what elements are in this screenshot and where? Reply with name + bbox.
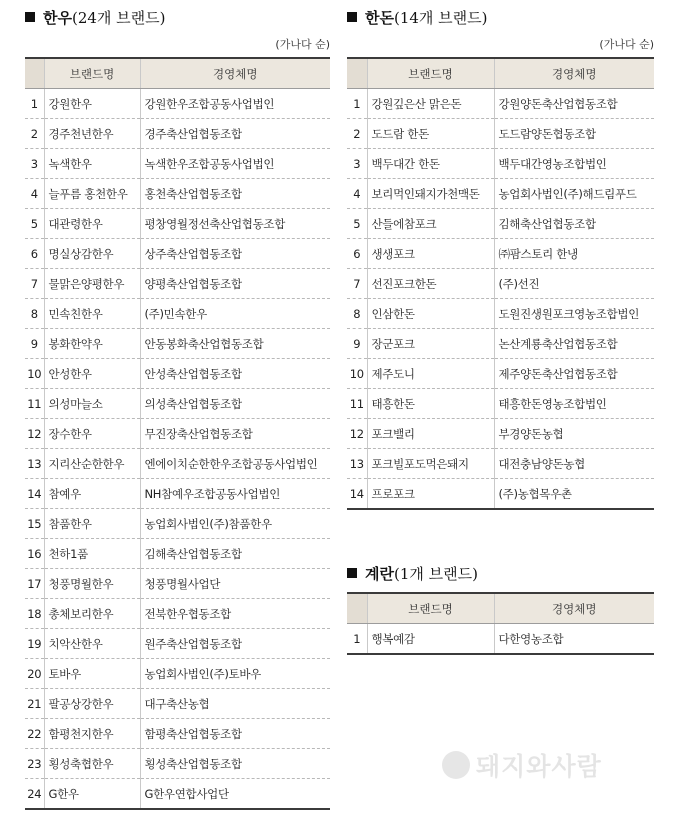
brand-name-cell: 치악산한우 — [44, 629, 140, 659]
egg-table — [347, 592, 654, 655]
brand-name-cell: 경주천년한우 — [44, 119, 140, 149]
organization-cell: 안동봉화축산업협동조합 — [140, 329, 330, 359]
square-bullet-icon — [347, 12, 357, 22]
table-row — [347, 479, 654, 510]
organization-cell: 농업회사법인(주)해드림푸드 — [494, 179, 654, 209]
brand-name-cell: 보리먹인돼지가천맥돈 — [367, 179, 494, 209]
organization-cell: 청풍명월사업단 — [140, 569, 330, 599]
row-number: 18 — [25, 599, 44, 629]
table-row — [25, 89, 330, 119]
row-number: 8 — [25, 299, 44, 329]
brand-name-cell: 팔공상강한우 — [44, 689, 140, 719]
brand-name-cell: 장수한우 — [44, 419, 140, 449]
brand-name-cell: 선진포크한돈 — [367, 269, 494, 299]
brand-name-cell: 의성마늘소 — [44, 389, 140, 419]
row-number: 7 — [347, 269, 367, 299]
table-row — [25, 389, 330, 419]
organization-cell: 의성축산업협동조합 — [140, 389, 330, 419]
brand-name-cell: G한우 — [44, 779, 140, 810]
organization-cell: 안성축산업협동조합 — [140, 359, 330, 389]
header-brand: 브랜드명 — [367, 593, 494, 624]
row-number: 9 — [25, 329, 44, 359]
hanwoo-title: 한우 (24개 브랜드) — [25, 7, 330, 27]
handon-title: 한돈 (14개 브랜드) — [347, 7, 654, 27]
row-number: 11 — [347, 389, 367, 419]
table-row — [347, 179, 654, 209]
organization-cell: 함평축산업협동조합 — [140, 719, 330, 749]
table-row — [25, 209, 330, 239]
egg-section — [347, 563, 654, 655]
row-number: 13 — [25, 449, 44, 479]
table-row — [25, 569, 330, 599]
table-row — [25, 539, 330, 569]
brand-name-cell: 포크밸리 — [367, 419, 494, 449]
organization-cell: 부경양돈농협 — [494, 419, 654, 449]
row-number: 23 — [25, 749, 44, 779]
organization-cell: 경주축산업협동조합 — [140, 119, 330, 149]
row-number: 19 — [25, 629, 44, 659]
square-bullet-icon — [347, 568, 357, 578]
row-number: 22 — [25, 719, 44, 749]
table-row — [25, 179, 330, 209]
brand-name-cell: 태흥한돈 — [367, 389, 494, 419]
table-row — [25, 359, 330, 389]
organization-cell: 김해축산업협동조합 — [140, 539, 330, 569]
row-number: 21 — [25, 689, 44, 719]
brand-name-cell: 물맑은양평한우 — [44, 269, 140, 299]
hanwoo-table — [25, 57, 330, 810]
brand-name-cell: 천하1품 — [44, 539, 140, 569]
table-row — [25, 479, 330, 509]
brand-name-cell: 참품한우 — [44, 509, 140, 539]
row-number: 6 — [25, 239, 44, 269]
organization-cell: 홍천축산업협동조합 — [140, 179, 330, 209]
table-row — [347, 239, 654, 269]
header-number — [347, 58, 367, 89]
brand-name-cell: 인삼한돈 — [367, 299, 494, 329]
organization-cell: 백두대간영농조합법인 — [494, 149, 654, 179]
row-number: 4 — [25, 179, 44, 209]
table-row — [25, 269, 330, 299]
organization-cell: 농업회사법인(주)참품한우 — [140, 509, 330, 539]
organization-cell: (주)농협목우촌 — [494, 479, 654, 510]
table-row — [25, 239, 330, 269]
brand-name-cell: 제주도니 — [367, 359, 494, 389]
table-row — [25, 299, 330, 329]
row-number: 1 — [347, 624, 367, 655]
row-number: 2 — [25, 119, 44, 149]
handon-table — [347, 57, 654, 510]
row-number: 11 — [25, 389, 44, 419]
watermark — [442, 745, 642, 785]
row-number: 5 — [25, 209, 44, 239]
row-number: 12 — [25, 419, 44, 449]
organization-cell: 대구축산농협 — [140, 689, 330, 719]
brand-name-cell: 장군포크 — [367, 329, 494, 359]
brand-name-cell: 녹색한우 — [44, 149, 140, 179]
table-row — [25, 719, 330, 749]
brand-name-cell: 산들에참포크 — [367, 209, 494, 239]
table-row — [25, 599, 330, 629]
row-number: 1 — [25, 89, 44, 119]
organization-cell: 농업회사법인(주)토바우 — [140, 659, 330, 689]
square-bullet-icon — [25, 12, 35, 22]
header-organization: 경영체명 — [494, 593, 654, 624]
table-row — [347, 329, 654, 359]
table-row — [347, 299, 654, 329]
header-number — [25, 58, 44, 89]
brand-name-cell: 참예우 — [44, 479, 140, 509]
organization-cell: NH참예우조합공동사업법인 — [140, 479, 330, 509]
brand-name-cell: 횡성축협한우 — [44, 749, 140, 779]
row-number: 16 — [25, 539, 44, 569]
table-row — [25, 329, 330, 359]
brand-name-cell: 총체보리한우 — [44, 599, 140, 629]
table-row — [25, 119, 330, 149]
brand-name-cell: 백두대간 한돈 — [367, 149, 494, 179]
table-row — [25, 689, 330, 719]
table-row — [347, 269, 654, 299]
organization-cell: (주)선진 — [494, 269, 654, 299]
header-brand: 브랜드명 — [44, 58, 140, 89]
brand-name-cell: 포크빌포도먹은돼지 — [367, 449, 494, 479]
hanwoo-section — [25, 7, 330, 810]
organization-cell: 도원진생원포크영농조합법인 — [494, 299, 654, 329]
row-number: 10 — [347, 359, 367, 389]
organization-cell: (주)민속한우 — [140, 299, 330, 329]
row-number: 13 — [347, 449, 367, 479]
header-brand: 브랜드명 — [367, 58, 494, 89]
row-number: 5 — [347, 209, 367, 239]
table-row — [25, 659, 330, 689]
row-number: 15 — [25, 509, 44, 539]
organization-cell: 논산계룡축산업협동조합 — [494, 329, 654, 359]
row-number: 3 — [25, 149, 44, 179]
table-row — [347, 449, 654, 479]
table-row — [347, 359, 654, 389]
row-number: 14 — [347, 479, 367, 510]
brand-name-cell: 대관령한우 — [44, 209, 140, 239]
row-number: 6 — [347, 239, 367, 269]
row-number: 17 — [25, 569, 44, 599]
row-number: 2 — [347, 119, 367, 149]
organization-cell: 대전충남양돈농협 — [494, 449, 654, 479]
organization-cell: 양평축산업협동조합 — [140, 269, 330, 299]
organization-cell: 전북한우협동조합 — [140, 599, 330, 629]
organization-cell: 원주축산업협동조합 — [140, 629, 330, 659]
sort-note: (가나다 순) — [275, 38, 330, 51]
row-number: 14 — [25, 479, 44, 509]
brand-name-cell: 명실상감한우 — [44, 239, 140, 269]
brand-name-cell: 청풍명월한우 — [44, 569, 140, 599]
brand-name-cell: 안성한우 — [44, 359, 140, 389]
organization-cell: 다한영농조합 — [494, 624, 654, 655]
row-number: 4 — [347, 179, 367, 209]
row-number: 12 — [347, 419, 367, 449]
brand-name-cell: 늘푸름 홍천한우 — [44, 179, 140, 209]
row-number: 20 — [25, 659, 44, 689]
organization-cell: 상주축산업협동조합 — [140, 239, 330, 269]
brand-name-cell: 민속친한우 — [44, 299, 140, 329]
row-number: 1 — [347, 89, 367, 119]
organization-cell: 횡성축산업협동조합 — [140, 749, 330, 779]
watermark-text: 돼지와사람 — [476, 752, 602, 781]
organization-cell: 무진장축산업협동조합 — [140, 419, 330, 449]
egg-title: 계란 (1개 브랜드) — [347, 563, 654, 583]
header-number — [347, 593, 367, 624]
sort-note: (가나다 순) — [599, 38, 654, 51]
row-number: 8 — [347, 299, 367, 329]
header-organization: 경영체명 — [140, 58, 330, 89]
row-number: 10 — [25, 359, 44, 389]
table-row — [25, 419, 330, 449]
brand-name-cell: 프로포크 — [367, 479, 494, 510]
organization-cell: 강원양돈축산업협동조합 — [494, 89, 654, 119]
brand-name-cell: 토바우 — [44, 659, 140, 689]
organization-cell: G한우연합사업단 — [140, 779, 330, 810]
row-number: 7 — [25, 269, 44, 299]
table-row — [25, 449, 330, 479]
brand-name-cell: 도드람 한돈 — [367, 119, 494, 149]
table-row — [347, 389, 654, 419]
organization-cell: 김해축산업협동조합 — [494, 209, 654, 239]
table-row — [25, 629, 330, 659]
brand-name-cell: 강원한우 — [44, 89, 140, 119]
organization-cell: 강원한우조합공동사업법인 — [140, 89, 330, 119]
brand-name-cell: 강원깊은산 맑은돈 — [367, 89, 494, 119]
organization-cell: 제주양돈축산업협동조합 — [494, 359, 654, 389]
handon-section — [347, 7, 654, 510]
table-row — [25, 149, 330, 179]
table-row — [25, 509, 330, 539]
brand-name-cell: 봉화한약우 — [44, 329, 140, 359]
table-row — [347, 119, 654, 149]
table-row — [347, 89, 654, 119]
table-row — [347, 624, 654, 655]
brand-name-cell: 행복예감 — [367, 624, 494, 655]
table-row — [347, 419, 654, 449]
organization-cell: ㈜팜스토리 한냉 — [494, 239, 654, 269]
organization-cell: 태흥한돈영농조합법인 — [494, 389, 654, 419]
brand-name-cell: 생생포크 — [367, 239, 494, 269]
pig-logo-icon — [442, 751, 470, 779]
brand-name-cell: 함평천지한우 — [44, 719, 140, 749]
header-organization: 경영체명 — [494, 58, 654, 89]
table-row — [347, 149, 654, 179]
row-number: 9 — [347, 329, 367, 359]
organization-cell: 녹색한우조합공동사업법인 — [140, 149, 330, 179]
row-number: 24 — [25, 779, 44, 810]
row-number: 3 — [347, 149, 367, 179]
table-row — [25, 779, 330, 810]
organization-cell: 평창영월정선축산업협동조합 — [140, 209, 330, 239]
organization-cell: 도드람양돈협동조합 — [494, 119, 654, 149]
table-row — [25, 749, 330, 779]
table-row — [347, 209, 654, 239]
organization-cell: 엔에이치순한한우조합공동사업법인 — [140, 449, 330, 479]
brand-name-cell: 지리산순한한우 — [44, 449, 140, 479]
